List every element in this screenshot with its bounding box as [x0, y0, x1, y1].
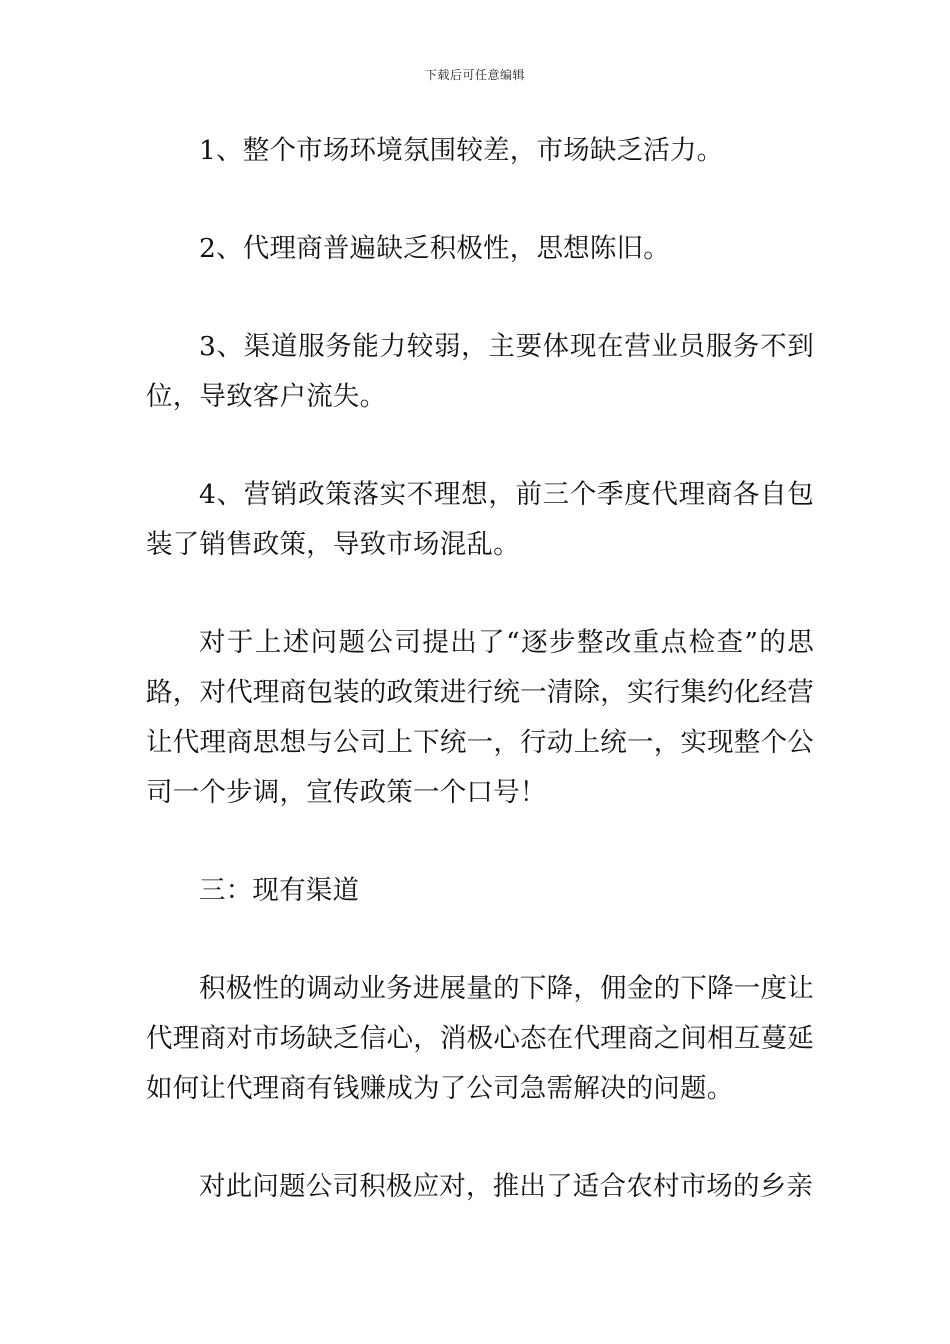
paragraph-countermeasure: 对此问题公司积极应对，推出了适合农村市场的乡亲 — [199, 1171, 814, 1202]
paragraph-company-response: 对于上述问题公司提出了“逐步整改重点检查”的思路，对代理商包装的政策进行统一清除，实行集约化经营让代理商思想与公司上下统一，行动上统一，实现整个公司一个步调，宣传政策一个口号！ — [146, 627, 814, 808]
header-note: 下载后可任意编辑 — [424, 68, 525, 82]
paragraph-issue-4: 4、营销政策落实不理想，前三个季度代理商各自包装了销售政策，导致市场混乱。 — [146, 479, 814, 560]
paragraph-issue-1: 1、整个市场环境氛围较差，市场缺乏活力。 — [199, 135, 724, 166]
section-heading-existing-channels: 三：现有渠道 — [199, 875, 360, 906]
paragraph-issue-3: 3、渠道服务能力较弱，主要体现在营业员服务不到位，导致客户流失。 — [146, 331, 814, 412]
paragraph-motivation: 积极性的调动业务进展量的下降，佣金的下降一度让代理商对市场缺乏信心，消极心态在代理商之间相互蔓延如何让代理商有钱赚成为了公司急需解决的问题。 — [146, 973, 814, 1104]
document-body — [146, 126, 814, 1260]
paragraph-issue-2: 2、代理商普遍缺乏积极性，思想陈旧。 — [199, 233, 670, 264]
